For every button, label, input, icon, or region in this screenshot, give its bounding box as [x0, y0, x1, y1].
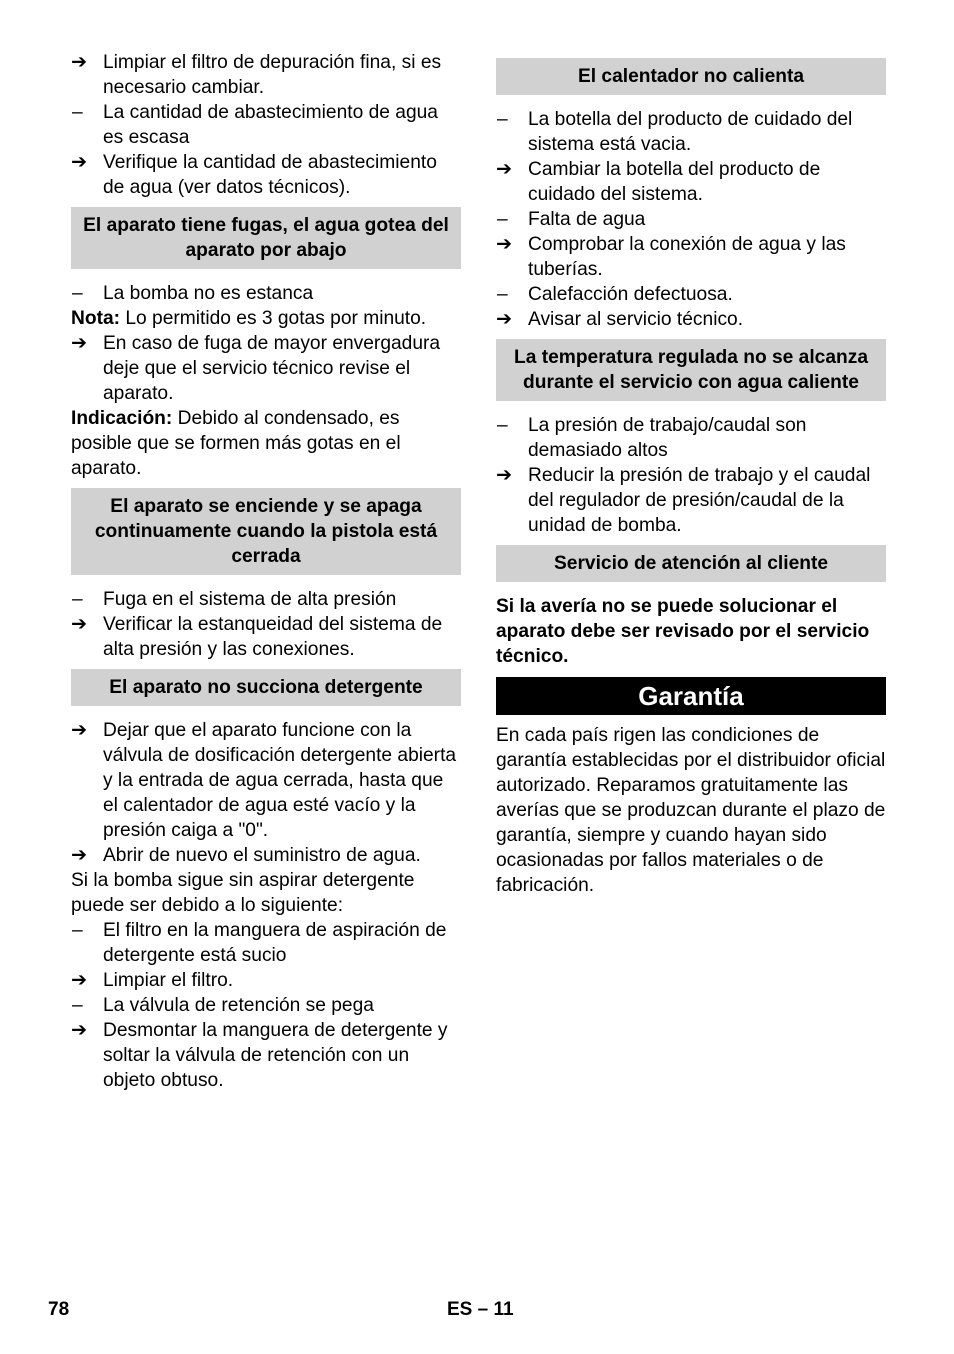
- cause-line: [71, 918, 461, 968]
- instruction-text: Reducir la presión de trabajo y el caudal del regulador de presión/caudal de la unidad de bomba.: [528, 465, 871, 536]
- dash-icon: –: [72, 589, 83, 610]
- page-label: ES – 11: [447, 1299, 514, 1320]
- arrow-icon: ➔: [71, 970, 88, 991]
- arrow-icon: ➔: [496, 234, 513, 255]
- cause-text: Calefacción defectuosa.: [528, 284, 733, 305]
- cause-line: [71, 587, 461, 612]
- instruction-line: [71, 612, 461, 662]
- dash-icon: –: [72, 995, 83, 1016]
- instruction-text: En caso de fuga de mayor envergadura deje que el servicio técnico revise el aparato.: [103, 333, 441, 404]
- arrow-icon: ➔: [71, 845, 88, 866]
- instruction-line: [71, 718, 461, 843]
- cause-text: Fuga en el sistema de alta presión: [103, 589, 397, 610]
- instruction-line: [71, 968, 461, 993]
- instruction-text: Cambiar la botella del producto de cuidado del sistema.: [528, 159, 821, 205]
- arrow-icon: ➔: [496, 309, 513, 330]
- instruction-line: [71, 50, 461, 100]
- section-heading: La temperatura regulada no se alcanza durante el servicio con agua caliente: [496, 339, 886, 401]
- cause-line: [496, 413, 886, 463]
- cause-line: [496, 282, 886, 307]
- instruction-line: [71, 1018, 461, 1093]
- instruction-text: Dejar que el aparato funcione con la válvula de dosificación detergente abierta y la entrada de agua cerrada, hasta que el calentador de agua esté vacío y la presión caiga a "0".: [103, 720, 457, 841]
- cause-text: El filtro en la manguera de aspiración de detergente está sucio: [103, 920, 447, 966]
- cause-line: [71, 993, 461, 1018]
- cause-text: Falta de agua: [528, 209, 646, 230]
- instruction-text: Desmontar la manguera de detergente y soltar la válvula de retención con un objeto obtuso.: [103, 1020, 448, 1091]
- note-label: Nota:: [71, 308, 121, 329]
- instruction-line: [496, 232, 886, 282]
- right-column: [496, 58, 886, 898]
- section-heading: El aparato no succiona detergente: [71, 669, 461, 706]
- arrow-icon: ➔: [71, 333, 88, 354]
- cause-line: [496, 207, 886, 232]
- instruction-line: [496, 463, 886, 538]
- note-paragraph: [71, 306, 461, 331]
- instruction-text: Abrir de nuevo el suministro de agua.: [103, 845, 421, 866]
- warranty-paragraph: En cada país rigen las condiciones de garantía establecidas por el distribuidor oficial autorizado. Reparamos gratuitamente las averías que se produzcan durante el plazo de garantía, siempre y cuando hayan sido ocasionadas por fallos materiales o de fabricación.: [496, 725, 886, 896]
- cause-line: [71, 100, 461, 150]
- cause-line: [71, 281, 461, 306]
- cause-text: La válvula de retención se pega: [103, 995, 374, 1016]
- instruction-text: Avisar al servicio técnico.: [528, 309, 744, 330]
- dash-icon: –: [497, 415, 508, 436]
- instruction-line: [71, 331, 461, 406]
- dash-icon: –: [497, 109, 508, 130]
- page-number: 78: [48, 1299, 70, 1320]
- indication-paragraph: [71, 406, 461, 481]
- instruction-text: Verifique la cantidad de abastecimiento de agua (ver datos técnicos).: [103, 152, 437, 198]
- dash-icon: –: [72, 283, 83, 304]
- instruction-line: [496, 307, 886, 332]
- arrow-icon: ➔: [496, 159, 513, 180]
- instruction-line: [496, 157, 886, 207]
- cause-text: La bomba no es estanca: [103, 283, 314, 304]
- cause-line: [496, 107, 886, 157]
- dash-icon: –: [72, 102, 83, 123]
- instruction-text: Verificar la estanqueidad del sistema de alta presión y las conexiones.: [103, 614, 443, 660]
- left-column: [71, 50, 461, 1093]
- dash-icon: –: [72, 920, 83, 941]
- indication-text: Debido al condensado, es posible que se formen más gotas en el aparato.: [71, 408, 401, 479]
- dash-icon: –: [497, 284, 508, 305]
- dash-icon: –: [497, 209, 508, 230]
- arrow-icon: ➔: [71, 720, 88, 741]
- instruction-line: [71, 843, 461, 868]
- warranty-heading: Garantía: [496, 677, 886, 715]
- service-notice: Si la avería no se puede solucionar el aparato debe ser revisado por el servicio técnico.: [496, 596, 870, 667]
- note-text: Lo permitido es 3 gotas por minuto.: [120, 308, 427, 329]
- indication-label: Indicación:: [71, 408, 173, 429]
- arrow-icon: ➔: [71, 614, 88, 635]
- section-heading: El aparato se enciende y se apaga continuamente cuando la pistola está cerrada: [71, 488, 461, 575]
- section-heading: El calentador no calienta: [496, 58, 886, 95]
- instruction-text: Limpiar el filtro.: [103, 970, 234, 991]
- arrow-icon: ➔: [71, 52, 88, 73]
- cause-text: La presión de trabajo/caudal son demasiado altos: [528, 415, 807, 461]
- section-heading: El aparato tiene fugas, el agua gotea del aparato por abajo: [71, 207, 461, 269]
- section-heading: Servicio de atención al cliente: [496, 545, 886, 582]
- instruction-line: [71, 150, 461, 200]
- body-paragraph: Si la bomba sigue sin aspirar detergente puede ser debido a lo siguiente:: [71, 870, 415, 916]
- cause-text: La botella del producto de cuidado del sistema está vacia.: [528, 109, 853, 155]
- instruction-text: Limpiar el filtro de depuración fina, si es necesario cambiar.: [103, 52, 442, 98]
- instruction-text: Comprobar la conexión de agua y las tuberías.: [528, 234, 846, 280]
- arrow-icon: ➔: [496, 465, 513, 486]
- cause-text: La cantidad de abastecimiento de agua es escasa: [103, 102, 438, 148]
- arrow-icon: ➔: [71, 152, 88, 173]
- arrow-icon: ➔: [71, 1020, 88, 1041]
